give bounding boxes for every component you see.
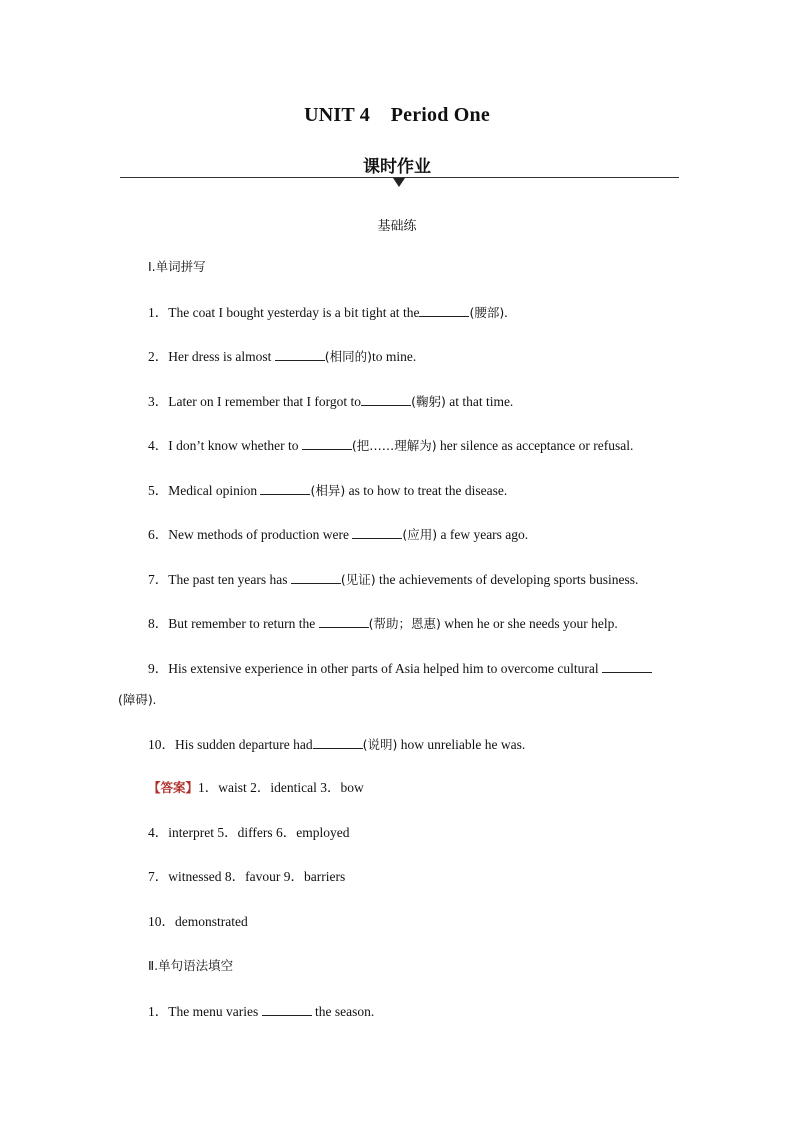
answer-blank[interactable] xyxy=(302,436,352,450)
question-item-continuation: (障碍). xyxy=(118,692,157,707)
question-item: 7．The past ten years has (见证) the achievements of developing sports business. xyxy=(148,572,639,587)
answer-blank[interactable] xyxy=(275,347,325,361)
basic-practice-heading: 基础练 xyxy=(377,219,417,234)
answer-line: 【答案】1．waist 2．identical 3．bow xyxy=(148,780,364,795)
answer-blank[interactable] xyxy=(361,392,411,406)
page-title: UNIT 4 Period One xyxy=(304,104,490,126)
question-item: 10．His sudden departure had (说明) how unreliable he was. xyxy=(148,737,526,752)
answer-line: 10．demonstrated xyxy=(148,914,248,929)
question-item: 2．Her dress is almost (相同的)to mine. xyxy=(148,349,417,364)
answer-blank[interactable] xyxy=(602,659,652,673)
question-item: 5．Medical opinion (相异) as to how to treat the disease. xyxy=(148,483,508,498)
question-item: 3．Later on I remember that I forgot to (鞠躬) at that time. xyxy=(148,394,514,409)
question-item: 9．His extensive experience in other parts of Asia helped him to overcome cultural xyxy=(148,659,652,678)
question-item: 8．But remember to return the (帮助；恩惠) when he or she needs your help. xyxy=(148,616,618,631)
divider-arrow-icon xyxy=(393,178,405,187)
answer-blank[interactable] xyxy=(419,303,469,317)
answer-blank[interactable] xyxy=(313,735,363,749)
question-item: 4．I don’t know whether to (把……理解为) her silence as acceptance or refusal. xyxy=(148,438,634,453)
question-item: 1．The coat I bought yesterday is a bit tight at the (腰部). xyxy=(148,305,508,320)
answer-line: 4．interpret 5．differs 6．employed xyxy=(148,825,350,840)
answer-blank[interactable] xyxy=(260,481,310,495)
answer-label: 【答案】 xyxy=(148,780,199,795)
answer-blank[interactable] xyxy=(319,614,369,628)
answer-line: 7．witnessed 8．favour 9．barriers xyxy=(148,869,346,884)
question-item: 1．The menu varies the season. xyxy=(148,1004,375,1019)
page-subtitle: 课时作业 xyxy=(363,157,431,177)
part1-heading: Ⅰ.单词拼写 xyxy=(148,259,206,274)
question-item: 6．New methods of production were (应用) a few years ago. xyxy=(148,527,529,542)
answer-blank[interactable] xyxy=(352,525,402,539)
answer-blank[interactable] xyxy=(291,570,341,584)
part2-heading: Ⅱ.单句语法填空 xyxy=(148,958,234,973)
answer-blank[interactable] xyxy=(262,1002,312,1016)
